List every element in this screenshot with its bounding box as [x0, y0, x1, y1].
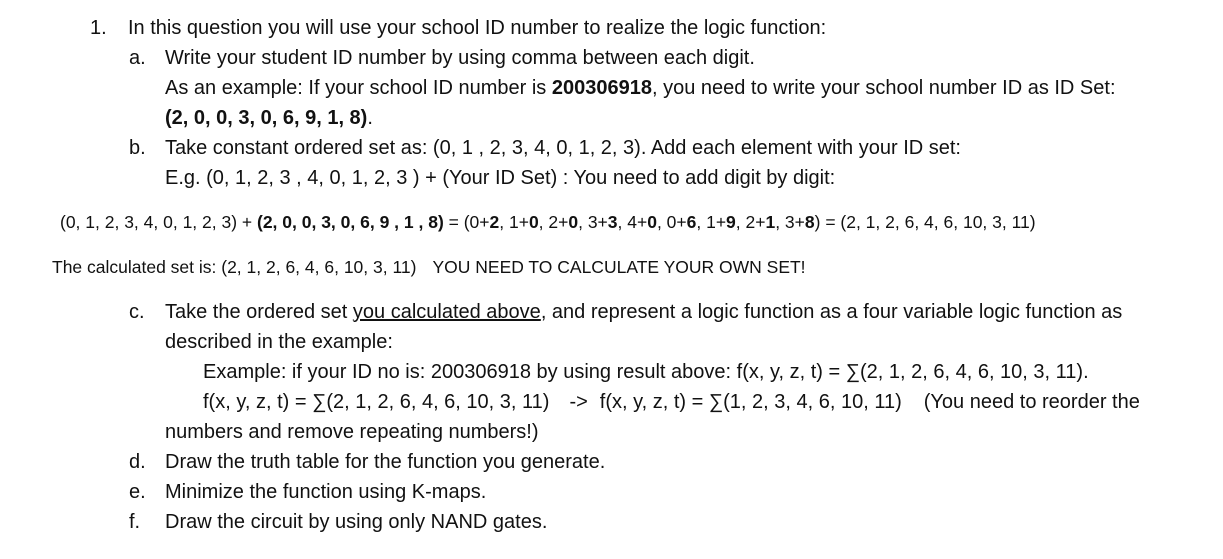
item-a-id-set — [165, 106, 373, 130]
example2-right: f(x, y, z, t) = ∑(1, 2, 3, 4, 6, 10, 11) — [599, 391, 902, 413]
item-b-line2: E.g. (0, 1, 2, 3 , 4, 0, 1, 2, 3 ) + (Your ID Set) : You need to add digit by digit: — [165, 167, 836, 189]
item-c-last-line: numbers and remove repeating numbers!) — [165, 421, 539, 443]
sum-s7: , 2+ — [735, 212, 766, 232]
example2-note: (You need to reorder the — [923, 391, 1140, 413]
sum-p9: 8 — [804, 212, 815, 232]
sum-lhs: (0, 1, 2, 3, 4, 0, 1, 2, 3) + — [60, 212, 257, 232]
sum-p7: 9 — [726, 212, 736, 232]
item-e-text: Minimize the function using K-maps. — [165, 481, 487, 503]
item-c-example1: Example: if your ID no is: 200306918 by using result above: f(x, y, z, t) = ∑(2, 1, 2, 6, 4, 6, 10, 3, 11). — [203, 361, 1089, 383]
calculated-note: YOU NEED TO CALCULATE YOUR OWN SET! — [432, 257, 806, 277]
item-d-marker: d. — [129, 451, 146, 473]
sum-p1: 2 — [489, 212, 500, 232]
sum-p3: 0 — [568, 212, 579, 232]
sum-equation — [60, 211, 1036, 233]
item-a-marker: a. — [129, 47, 146, 69]
id-set-end: . — [367, 107, 373, 129]
sum-s1: , 1+ — [499, 212, 529, 232]
sum-p4: 3 — [607, 212, 618, 232]
sum-p2: 0 — [528, 212, 539, 232]
sum-p5: 0 — [647, 212, 657, 232]
item-d-text: Draw the truth table for the function you generate. — [165, 451, 606, 473]
item-c-line2: described in the example: — [165, 331, 393, 353]
item-a-line2 — [165, 76, 1116, 100]
example2-left: f(x, y, z, t) = ∑(2, 1, 2, 6, 4, 6, 10, 3, 11) — [203, 391, 550, 413]
item-b-marker: b. — [129, 137, 146, 159]
item-c-marker: c. — [129, 301, 145, 323]
arrow: -> — [569, 391, 588, 413]
item-a-line2-post: , you need to write your school number ID as ID Set: — [651, 77, 1116, 99]
calculated-set-line — [52, 256, 806, 278]
question-number: 1. — [90, 17, 107, 39]
sum-p8: 1 — [765, 212, 776, 232]
sum-s5: , 0+ — [656, 212, 687, 232]
sum-s6: , 1+ — [696, 212, 727, 232]
item-c-example2 — [203, 390, 1140, 414]
sum-s4: , 4+ — [617, 212, 648, 232]
id-set: (2, 0, 0, 3, 0, 6, 9, 1, 8) — [165, 107, 368, 129]
question-intro: In this question you will use your school ID number to realize the logic function: — [128, 17, 827, 39]
item-f-marker: f. — [129, 511, 141, 533]
sum-p6: 6 — [686, 212, 697, 232]
item-b-line1: Take constant ordered set as: (0, 1 , 2, 3, 4, 0, 1, 2, 3). Add each element with your ID set: — [165, 137, 961, 159]
calculated-set-text: The calculated set is: (2, 1, 2, 6, 4, 6, 10, 3, 11) — [52, 257, 417, 277]
item-a-line1: Write your student ID number by using comma between each digit. — [165, 47, 755, 69]
example-id: 200306918 — [551, 77, 652, 99]
item-e-marker: e. — [129, 481, 146, 503]
item-c-line1-pre: Take the ordered set — [165, 301, 353, 323]
sum-s3: , 3+ — [578, 212, 608, 232]
sum-rhs: ) = (2, 1, 2, 6, 4, 6, 10, 3, 11) — [814, 212, 1036, 232]
sum-s8: , 3+ — [775, 212, 805, 232]
item-f-text: Draw the circuit by using only NAND gates. — [165, 511, 548, 533]
item-a-line2-pre: As an example: If your school ID number is — [165, 77, 552, 99]
item-c-underlined: you calculated above — [352, 301, 541, 323]
item-c-line1 — [165, 300, 1122, 324]
sum-s2: , 2+ — [538, 212, 569, 232]
sum-id-tuple: (2, 0, 0, 3, 0, 6, 9 , 1 , 8) — [257, 212, 444, 232]
sum-eq: = (0+ — [443, 212, 490, 232]
item-c-line1-post: , and represent a logic function as a four variable logic function as — [540, 301, 1123, 323]
